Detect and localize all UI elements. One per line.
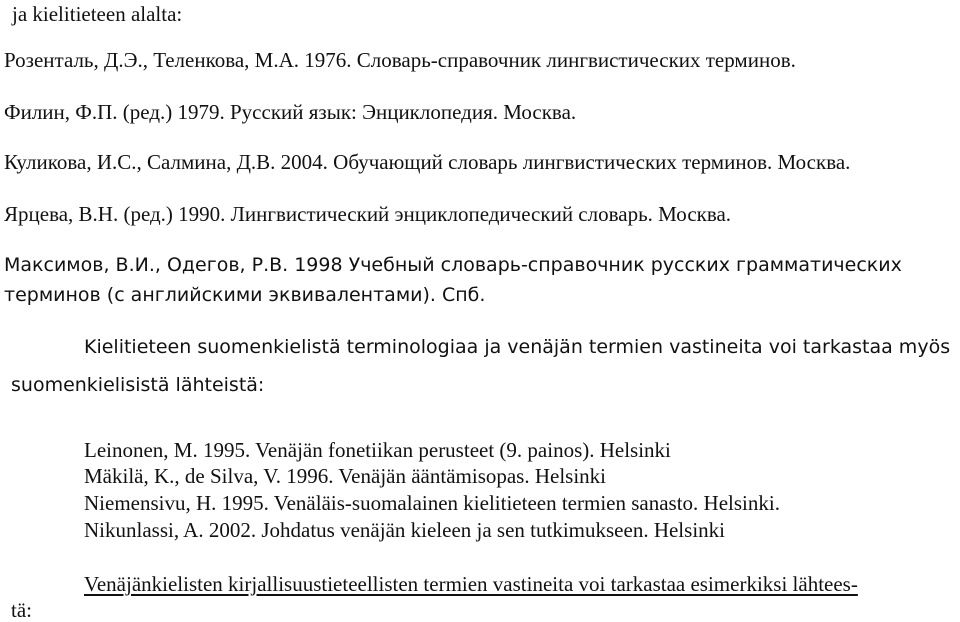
russian-reference-filin: Филин, Ф.П. (ред.) 1979. Русский язык: Энциклопедия. Москва. (4, 100, 577, 124)
russian-reference-yartseva: Ярцева, В.Н. (ред.) 1990. Лингвистический энциклопедический словарь. Москва. (4, 202, 732, 226)
finnish-reference-niemensivu: Niemensivu, H. 1995. Venäläis-suomalainen kielitieteen termien sanasto. Helsinki. (84, 491, 780, 515)
literary-terms-heading-line1: Venäjänkielisten kirjallisuustieteellisten termien vastineita voi tarkastaa esimerkiksi lähtees- (84, 572, 858, 596)
literary-terms-heading-line2: tä: (11, 598, 32, 622)
russian-reference-kulikova: Куликова, И.С., Салмина, Д.В. 2004. Обучающий словарь лингвистических терминов. Москва. (4, 150, 851, 174)
finnish-sources-intro-line2: suomenkielisistä lähteistä: (11, 374, 265, 396)
finnish-sources-intro-line1: Kielitieteen suomenkielistä terminologiaa ja venäjän termien vastineita voi tarkastaa myös (84, 336, 951, 358)
intro-tail-text: ja kielitieteen alalta: (12, 2, 183, 26)
finnish-reference-leinonen: Leinonen, M. 1995. Venäjän fonetiikan perusteet (9. painos). Helsinki (84, 438, 671, 462)
finnish-reference-nikunlassi: Nikunlassi, A. 2002. Johdatus venäjän kieleen ja sen tutkimukseen. Helsinki (84, 518, 725, 542)
finnish-reference-makila: Mäkilä, K., de Silva, V. 1996. Venäjän ääntämisopas. Helsinki (84, 464, 607, 488)
russian-reference-maksimov: Максимов, В.И., Одегов, Р.В. 1998 Учебный словарь-справочник русских грамматических (4, 254, 902, 276)
russian-reference-maksimov-continued: терминов (с английскими эквивалентами). Спб. (4, 284, 486, 306)
russian-reference-rosental: Розенталь, Д.Э., Теленкова, М.А. 1976. Словарь-справочник лингвистических терминов. (4, 48, 796, 72)
